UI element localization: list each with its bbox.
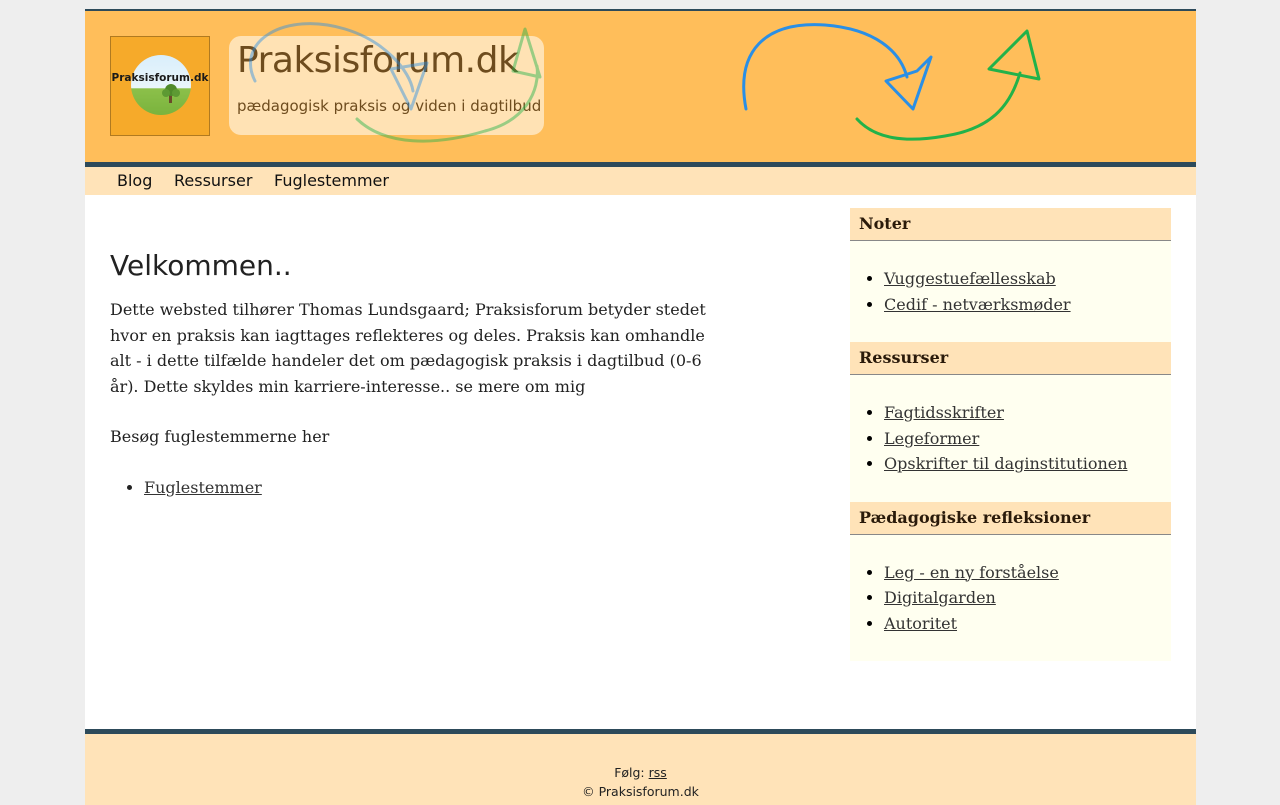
list-item xyxy=(884,292,1171,318)
site-logo[interactable] xyxy=(110,36,210,136)
site-subtitle: pædagogisk praksis og viden i dagtilbud xyxy=(237,97,542,115)
link-digitalgarden[interactable]: Digitalgarden xyxy=(884,588,996,607)
link-fagtidsskrifter[interactable]: Fagtidsskrifter xyxy=(884,403,1004,422)
nav-item-fuglestemmer[interactable]: Fuglestemmer xyxy=(274,171,389,190)
nav-item-blog[interactable]: Blog xyxy=(117,171,153,190)
link-autoritet[interactable]: Autoritet xyxy=(884,613,958,633)
main-nav xyxy=(85,167,1196,195)
follow-label: Følg: xyxy=(614,765,645,780)
link-cedif[interactable]: Cedif - netværksmøder xyxy=(884,294,1071,314)
site-header xyxy=(85,9,1196,167)
visit-text: Besøg fuglestemmerne her xyxy=(110,427,330,446)
tree-logo-icon xyxy=(160,83,182,105)
widget-noter xyxy=(850,208,1171,342)
list-item xyxy=(884,266,1171,292)
widget-title: Ressurser xyxy=(850,342,1171,375)
main-link-list xyxy=(110,475,710,501)
list-item xyxy=(884,560,1171,586)
link-vuggestuefaellesskab[interactable]: Vuggestuefællesskab xyxy=(884,269,1056,288)
main-content xyxy=(110,249,710,500)
list-item xyxy=(884,611,1171,637)
page xyxy=(85,9,1196,800)
site-title[interactable]: Praksisforum.dk xyxy=(237,40,519,81)
list-item xyxy=(144,475,710,501)
list-item xyxy=(884,400,1171,426)
link-leg[interactable]: Leg - en ny forståelse xyxy=(884,562,1059,582)
widget-title: Noter xyxy=(850,208,1171,241)
nav-item-ressurser[interactable]: Ressurser xyxy=(174,171,253,190)
sidebar xyxy=(850,208,1171,661)
intro-paragraph: Dette websted tilhører Thomas Lundsgaard; Praksisforum betyder stedet hvor en praksis kan iagttages reflekteres og deles. Praksis kan omhandle alt - i dette tilfælde handeler det om pædagogisk praksis i dagtilbud (0-6 år). Dette skyldes min karriere-interesse.. se mere om mig xyxy=(110,300,706,396)
list-item xyxy=(884,451,1171,477)
list-item xyxy=(884,426,1171,452)
page-heading: Velkommen.. xyxy=(110,249,292,282)
widget-refleksioner xyxy=(850,502,1171,662)
widget-link-list xyxy=(850,241,1171,342)
fuglestemmer-link[interactable]: Fuglestemmer xyxy=(144,477,262,497)
list-item xyxy=(884,585,1171,611)
link-opskrifter[interactable]: Opskrifter til daginstitutionen xyxy=(884,454,1128,473)
title-box xyxy=(229,36,544,135)
footer-follow xyxy=(85,765,1196,780)
widget-link-list xyxy=(850,375,1171,502)
link-legeformer[interactable]: Legeformer xyxy=(884,428,980,448)
widget-link-list xyxy=(850,535,1171,662)
site-footer xyxy=(85,729,1196,805)
widget-ressurser xyxy=(850,342,1171,502)
footer-copyright: © Praksisforum.dk xyxy=(582,784,699,799)
widget-title: Pædagogiske refleksioner xyxy=(850,502,1171,535)
rss-link[interactable]: rss xyxy=(648,765,667,780)
logo-text: Praksisforum.dk xyxy=(111,72,209,84)
